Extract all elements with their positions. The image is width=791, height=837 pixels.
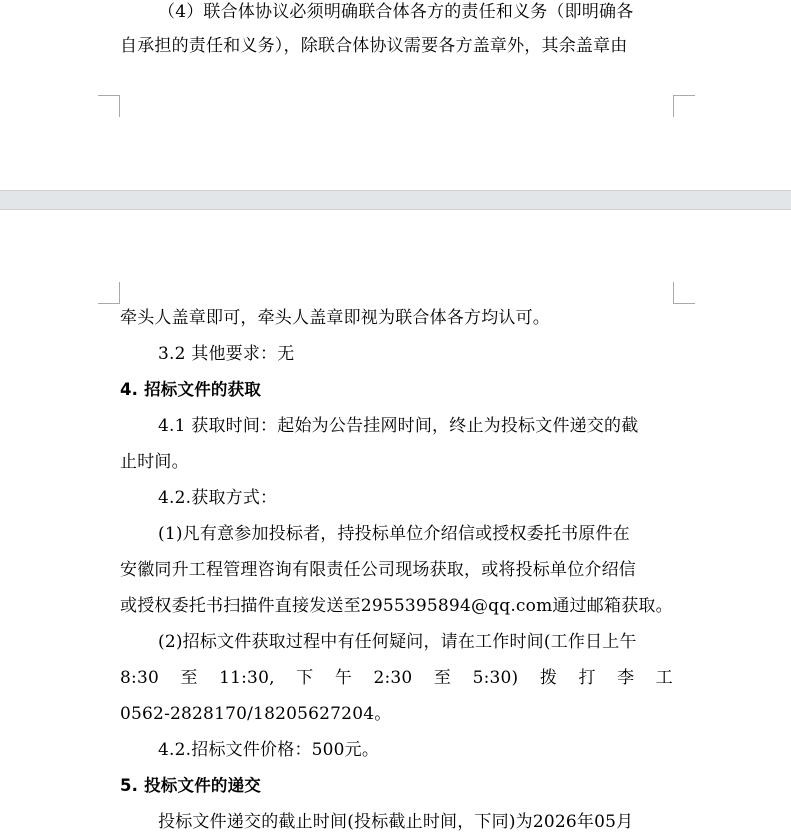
margin-corner-marker: [98, 282, 120, 304]
word: 李: [617, 668, 635, 688]
section-heading: 5. 投标文件的递交: [120, 776, 261, 795]
word: 8:30: [120, 668, 159, 688]
paragraph-line: 牵头人盖章即可，牵头人盖章即视为联合体各方均认可。: [120, 308, 550, 328]
paragraph-line: 0562-2828170/18205627204。: [120, 704, 392, 724]
paragraph-line: 或授权委托书扫描件直接发送至2955395894@qq.com通过邮箱获取。: [120, 596, 673, 616]
paragraph-line: 4.2.招标文件价格：500元。: [158, 740, 380, 760]
paragraph-line: 3.2 其他要求：无: [158, 344, 295, 364]
word: 2:30: [373, 668, 413, 688]
paragraph-line: （4）联合体协议必须明确联合体各方的责任和义务（即明确各: [158, 2, 634, 22]
page-break-gap: [0, 190, 791, 210]
margin-corner-marker: [673, 95, 695, 117]
word: 打: [578, 668, 596, 688]
paragraph-line: 4.2.获取方式：: [158, 488, 278, 508]
justified-line: [120, 666, 673, 690]
word: 至: [180, 668, 198, 688]
section-heading: 4. 招标文件的获取: [120, 380, 261, 399]
paragraph-line: (2)招标文件获取过程中有任何疑问，请在工作时间(工作日上午: [158, 632, 637, 652]
word: 5:30): [472, 668, 519, 688]
document-page-1: [0, 0, 791, 190]
paragraph-line: 4.1 获取时间：起始为公告挂网时间，终止为投标文件递交的截: [158, 416, 639, 436]
paragraph-line: 安徽同升工程管理咨询有限责任公司现场获取，或将投标单位介绍信: [120, 560, 636, 580]
margin-corner-marker: [673, 282, 695, 304]
word: 11:30,: [219, 668, 275, 688]
document-page-2: [0, 210, 791, 837]
paragraph-line: 投标文件递交的截止时间(投标截止时间，下同)为2026年05月: [158, 812, 634, 832]
word: 午: [334, 668, 353, 688]
word: 拨: [539, 668, 558, 688]
word: 下: [296, 668, 314, 688]
paragraph-line: 自承担的责任和义务），除联合体协议需要各方盖章外，其余盖章由: [120, 36, 628, 56]
word: 工: [655, 668, 673, 688]
paragraph-line: (1)凡有意参加投标者，持投标单位介绍信或授权委托书原件在: [158, 524, 630, 544]
word: 至: [433, 668, 452, 688]
margin-corner-marker: [98, 95, 120, 117]
paragraph-line: 止时间。: [120, 452, 189, 472]
